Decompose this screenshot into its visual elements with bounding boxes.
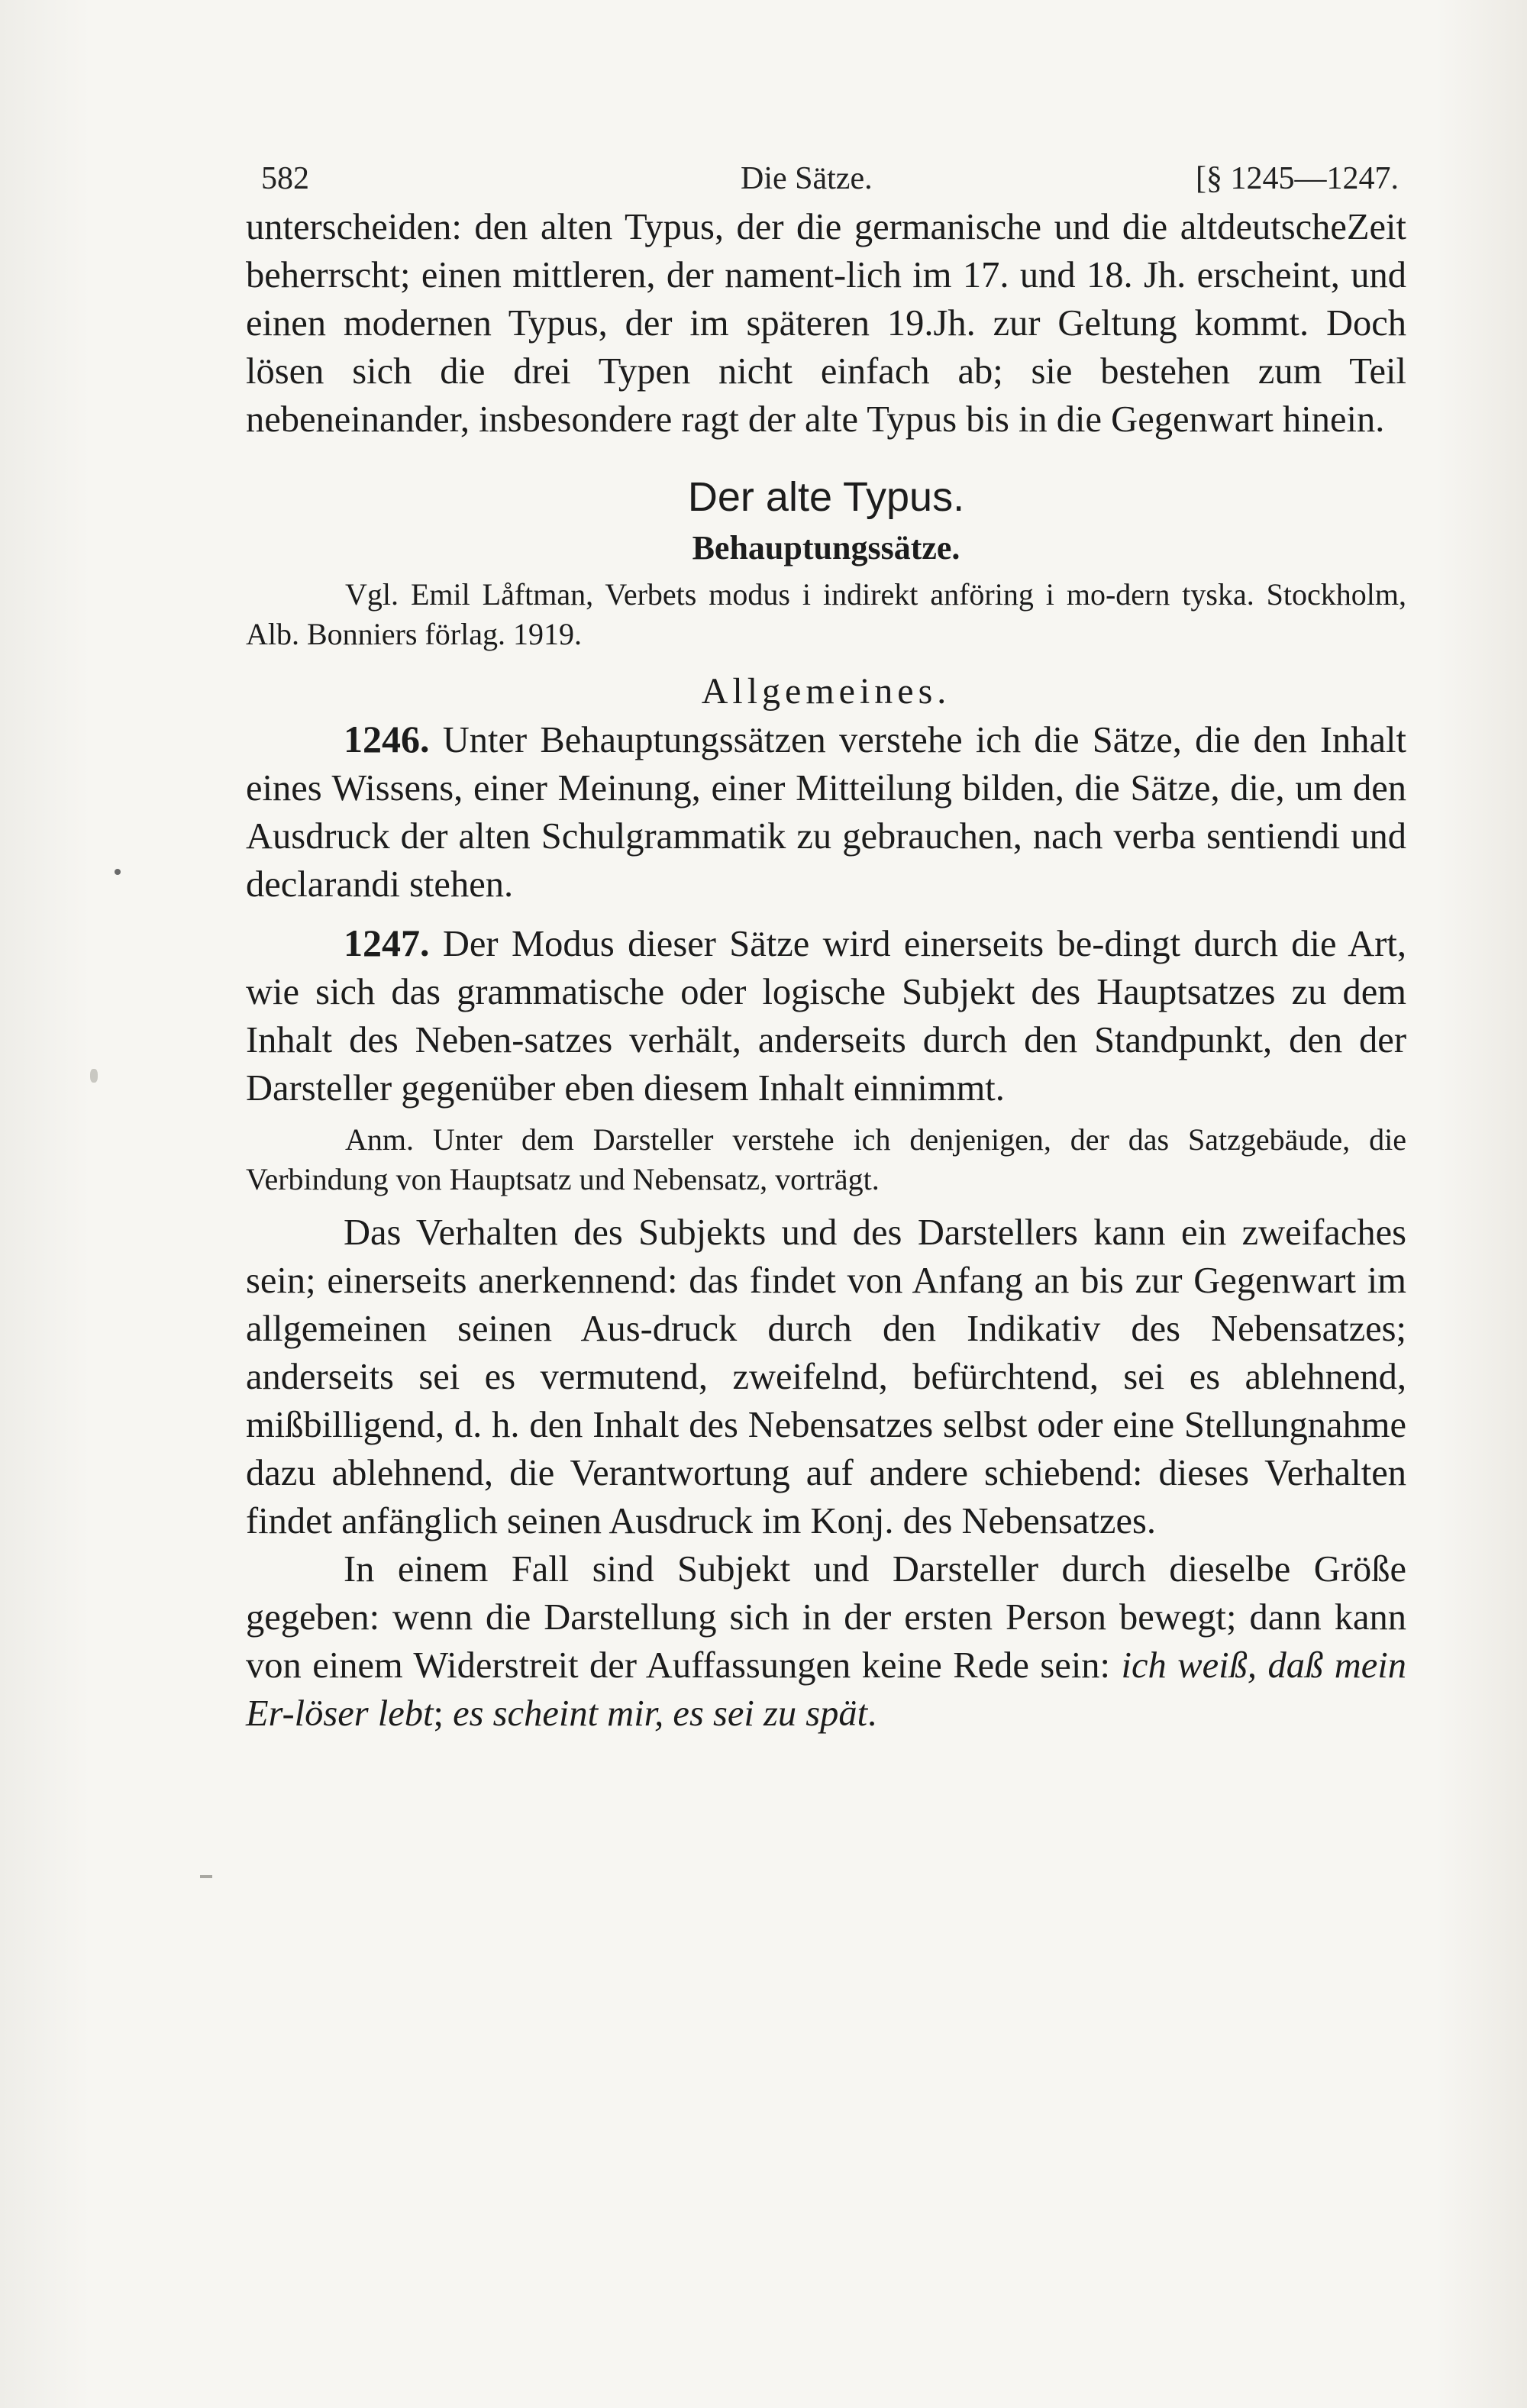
example-separator: ; — [433, 1693, 454, 1734]
text-column — [246, 150, 1406, 1738]
section-number-1247: 1247. — [344, 922, 430, 964]
paragraph-one-case — [246, 1545, 1406, 1738]
example-redeemer: ich weiß, daß mein Er-löser lebt — [246, 1645, 1406, 1734]
heading-general: Allgemeines. — [701, 671, 951, 712]
heading-old-type: Der alte Typus. — [687, 474, 965, 520]
section-1247-text: Der Modus dieser Sätze wird einerseits be-dingt durch die Art, wie sich das grammatische oder logische Subjekt des Hauptsatzes zu dem Inhalt des Neben-satzes verhält, anderseits durch den Standpunkt, den der Darsteller gegenüber eben diesem Inhalt einnimmt. — [246, 924, 1406, 1109]
literature-reference: Vgl. Emil Låftman, Verbets modus i indirekt anföring i mo-dern tyska. Stockholm, Alb. Bonniers förlag. 1919. — [246, 577, 1406, 651]
paragraph-behavior: Das Verhalten des Subjekts und des Darstellers kann ein zweifaches sein; einerseits anerkennend: das findet von Anfang an bis zur Gegenwart im allgemeinen seinen Aus-druck durch den Indikativ des Nebensatzes; anderseits sei es vermutend, zweifelnd, befürchtend, sei es ablehnend, mißbilligend, d. h. den Inhalt des Nebensatzes selbst oder eine Stellungnahme dazu ablehnend, die Verantwortung auf andere schiebend: dieses Verhalten findet anfänglich seinen Ausdruck im Konj. des Nebensatzes. — [246, 1212, 1406, 1541]
section-1246 — [246, 715, 1406, 909]
page-number: 582 — [261, 161, 309, 196]
section-range: [§ 1245—1247. — [1196, 161, 1399, 196]
footnote-remark: Anm. Unter dem Darsteller verstehe ich denjenigen, der das Satzgebäude, die Verbindung von Hauptsatz und Nebensatz, vorträgt. — [246, 1122, 1406, 1196]
paragraph-end: . — [867, 1693, 877, 1734]
section-1246-text: Unter Behauptungssätzen verstehe ich die Sätze, die den Inhalt eines Wissens, einer Meinung, einer Mitteilung bilden, die Sätze, die, um den Ausdruck der alten Schulgrammatik zu gebrauchen, nach verba sentiendi und declarandi stehen. — [246, 720, 1406, 905]
running-header — [246, 150, 1406, 203]
section-number-1246: 1246. — [344, 718, 430, 760]
paragraph-one-case-lead: In einem Fall sind Subjekt und Darsteller durch dieselbe Größe gegeben: wenn die Darstellung sich in der ersten Person bewegt; dann kann von einem Widerstreit der Auffassungen keine Rede sein: — [246, 1549, 1406, 1686]
page-speck — [115, 869, 121, 875]
paragraph-types: unterscheiden: den alten Typus, der die germanische und die altdeutscheZeit beherrscht; einen mittleren, der nament-lich im 17. und 18. Jh. erscheint, und einen modernen Typus, der im späteren 19.Jh. zur Geltung kommt. Doch lösen sich die drei Typen nicht einfach ab; sie bestehen zum Teil nebeneinander, insbesondere ragt der alte Typus bis in die Gegenwart hinein. — [246, 207, 1406, 440]
example-too-late: es scheint mir, es sei zu spät — [453, 1693, 868, 1734]
heading-assertion-clauses: Behauptungssätze. — [692, 529, 960, 566]
page-mark — [200, 1875, 212, 1878]
running-title: Die Sätze. — [741, 161, 873, 196]
section-1247 — [246, 919, 1406, 1112]
page-smudge — [90, 1069, 98, 1083]
